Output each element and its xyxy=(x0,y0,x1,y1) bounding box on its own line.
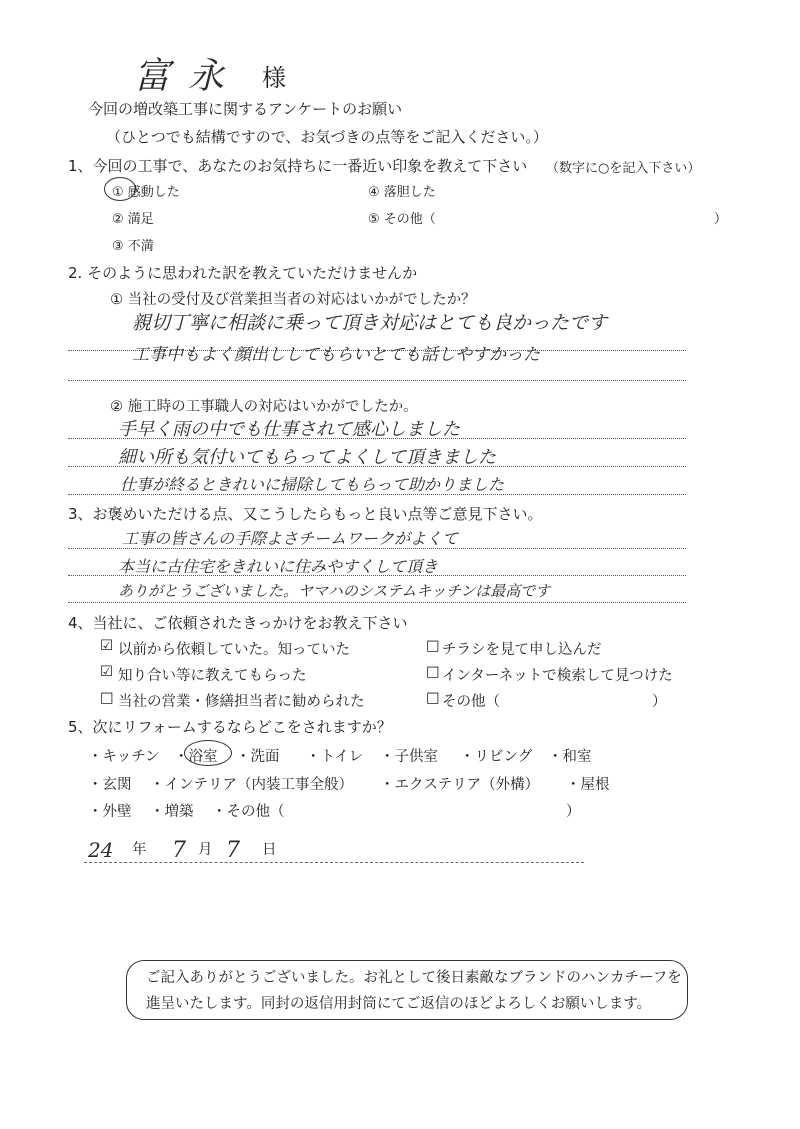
q5-kitchen[interactable]: ・キッチン xyxy=(88,749,160,765)
q5-washroom[interactable]: ・洗面 xyxy=(236,749,280,765)
survey-subtitle: （ひとつでも結構ですので、お気づきの点等をご記入ください。） xyxy=(106,128,548,146)
q1-option-4[interactable]: ④ 落胆した xyxy=(368,185,436,200)
q1-option-2[interactable]: ② 満足 xyxy=(112,212,154,227)
honorific: 様 xyxy=(262,64,286,92)
q4-option-1: 以前から依頼していた。知っていた xyxy=(118,642,350,658)
survey-title: 今回の増改築工事に関するアンケートのお願い xyxy=(88,100,403,118)
q5-bath-selected-circle xyxy=(184,740,232,766)
q4-question: 4、当社に、ご依頼されたきっかけをお教え下さい xyxy=(68,614,408,632)
answer-line xyxy=(68,350,686,351)
q5-exterior[interactable]: ・エクステリア（外構） xyxy=(380,777,540,793)
date-month[interactable]: 7 xyxy=(172,838,186,863)
q4-option-4: インターネットで検索して見つけた xyxy=(442,668,673,684)
answer-line xyxy=(68,602,686,603)
q1-option-5[interactable]: ⑤ その他（ xyxy=(368,212,436,227)
q4-option-5-box[interactable]: □ xyxy=(100,690,114,706)
q1-note: （数字に○を記入下さい） xyxy=(546,161,701,176)
answer-line xyxy=(68,494,686,495)
q5-kids-room[interactable]: ・子供室 xyxy=(380,749,438,765)
date-year[interactable]: 24 xyxy=(88,838,114,862)
footer-line1: ご記入ありがとうございました。お礼として後日素敵なブランドのハンカチーフを xyxy=(146,970,682,986)
q1-question: 1、今回の工事で、あなたのお気持ちに一番近い印象を教えて下さい xyxy=(68,157,528,175)
q4-option-3-box[interactable]: ☑ xyxy=(100,664,113,680)
answer-line xyxy=(68,380,686,381)
q5-japanese-room[interactable]: ・和室 xyxy=(548,749,592,765)
q3-answer-line2[interactable]: 本当に古住宅をきれいに住みやすくして頂き xyxy=(118,557,439,576)
q5-living[interactable]: ・リビング xyxy=(460,749,533,765)
q2-sub2-answer-line3[interactable]: 仕事が終るときれいに掃除してもらって助かりました xyxy=(120,475,505,494)
date-year-label: 年 xyxy=(132,842,147,858)
answer-line xyxy=(68,548,686,549)
q3-answer-line1[interactable]: 工事の皆さんの手際よさチームワークがよくて xyxy=(122,529,459,548)
q2-sub1-answer-line2[interactable]: 工事中もよく顔出ししてもらいとても話しやすかった xyxy=(132,345,540,365)
q2-sub1: ① 当社の受付及び営業担当者の対応はいかがでしたか？ xyxy=(110,292,476,308)
answer-line xyxy=(68,438,686,439)
q5-bath[interactable]: ・浴室 xyxy=(174,749,218,765)
q2-sub2-answer-line2[interactable]: 細い所も気付いてもらってよくして頂きました xyxy=(118,447,496,468)
q5-toilet[interactable]: ・トイレ xyxy=(306,749,364,765)
q5-question: 5、次にリフォームするならどこをされますか？ xyxy=(68,718,392,736)
q4-close-paren: ） xyxy=(652,694,667,710)
q4-option-3: 知り合い等に教えてもらった xyxy=(118,668,307,684)
q2-sub1-answer-line1[interactable]: 親切丁寧に相談に乗って頂き対応はとても良かったです xyxy=(132,312,608,334)
q5-outer-wall[interactable]: ・外壁 xyxy=(88,804,132,820)
q5-roof[interactable]: ・屋根 xyxy=(566,777,610,793)
date-month-label: 月 xyxy=(198,842,213,858)
q5-close-paren: ） xyxy=(566,804,581,820)
date-line xyxy=(84,862,584,863)
date-day-label: 日 xyxy=(262,842,277,858)
q5-interior[interactable]: ・インテリア（内装工事全般） xyxy=(150,777,353,793)
respondent-name: 富永 xyxy=(134,56,243,97)
q4-option-6: その他（ xyxy=(442,694,500,710)
answer-line xyxy=(68,575,686,576)
footer-line2: 進呈いたします。同封の返信用封筒にてご返信のほどよろしくお願いします。 xyxy=(146,996,652,1012)
date-day[interactable]: 7 xyxy=(226,838,240,863)
q1-close-paren: ） xyxy=(714,212,728,227)
q5-other[interactable]: ・その他（ xyxy=(212,804,285,820)
q2-question: 2. そのように思われた訳を教えていただけませんか xyxy=(68,264,418,282)
q1-option-3[interactable]: ③ 不満 xyxy=(112,239,154,254)
q4-option-4-box[interactable]: □ xyxy=(426,664,440,680)
q1-option-1[interactable]: ① 感動した xyxy=(112,185,180,200)
q2-sub2: ② 施工時の工事職人の対応はいかがでしたか。 xyxy=(110,399,418,415)
q4-option-6-box[interactable]: □ xyxy=(426,690,440,706)
q4-option-5: 当社の営業・修繕担当者に勧められた xyxy=(118,694,365,710)
q2-sub2-answer-line1[interactable]: 手早く雨の中でも仕事されて感心しました xyxy=(118,419,460,440)
q4-option-1-box[interactable]: ☑ xyxy=(100,638,113,654)
q4-option-2-box[interactable]: □ xyxy=(426,638,440,654)
q5-extension[interactable]: ・増築 xyxy=(150,804,194,820)
q3-answer-line3[interactable]: ありがとうございました。ヤマハのシステムキッチンは最高です xyxy=(118,582,551,600)
q4-option-2: チラシを見て申し込んだ xyxy=(442,642,602,658)
q5-entrance[interactable]: ・玄関 xyxy=(88,777,132,793)
q3-question: 3、お褒めいただける点、又こうしたらもっと良い点等ご意見下さい。 xyxy=(68,505,543,523)
answer-line xyxy=(68,466,686,467)
